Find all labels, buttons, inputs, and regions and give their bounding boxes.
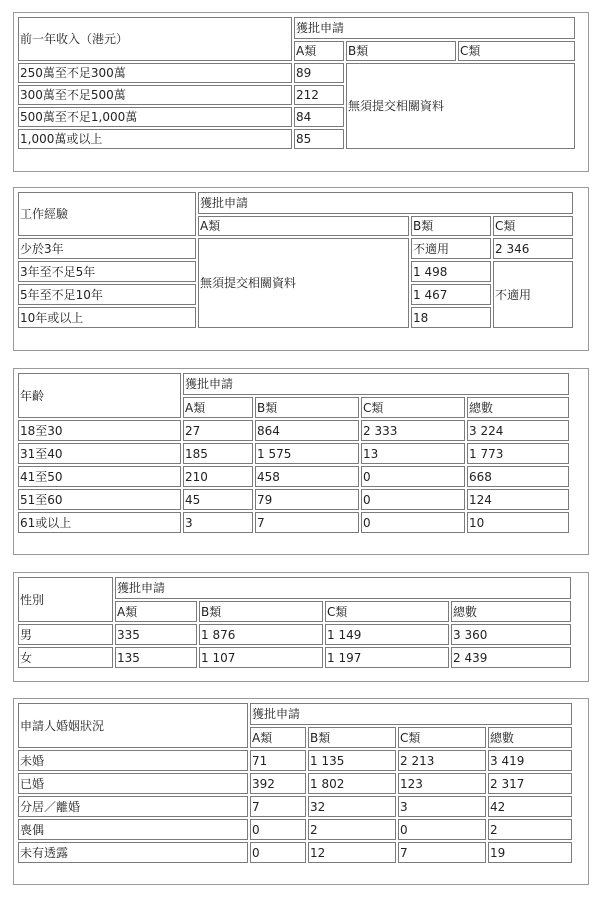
income-col-c: C類: [458, 41, 575, 61]
age-row-label: 51至60: [18, 489, 181, 510]
marital-row-label: 喪偶: [18, 819, 248, 840]
income-table: [16, 15, 577, 151]
marital-cell: 1 135: [308, 750, 396, 771]
marital-cell: 0: [398, 819, 486, 840]
experience-row-b: 1 498: [411, 261, 491, 282]
age-cell: 1 773: [467, 443, 569, 464]
income-row-a: 89: [294, 63, 344, 83]
experience-note: 無須提交相關資料: [198, 238, 409, 328]
age-cell: 124: [467, 489, 569, 510]
age-cell: 458: [255, 466, 359, 487]
marital-cell: 71: [250, 750, 306, 771]
marital-col-total: 總數: [488, 727, 572, 748]
gender-cell: 1 197: [325, 647, 449, 668]
marital-table-panel: [13, 698, 589, 885]
income-col-a: A類: [294, 41, 344, 61]
age-cell: 10: [467, 512, 569, 533]
marital-row-label: 未有透露: [18, 842, 248, 863]
gender-row-label: 男: [18, 624, 113, 645]
table-row: [18, 842, 572, 863]
experience-table: [16, 190, 575, 330]
age-col-a: A類: [183, 397, 253, 418]
experience-row-label: 5年至不足10年: [18, 284, 196, 305]
age-col-total: 總數: [467, 397, 569, 418]
gender-col-total: 總數: [451, 601, 571, 622]
age-row-label: 61或以上: [18, 512, 181, 533]
age-cell: 864: [255, 420, 359, 441]
experience-row-label: 3年至不足5年: [18, 261, 196, 282]
age-cell: 3 224: [467, 420, 569, 441]
marital-cell: 19: [488, 842, 572, 863]
experience-c-not-applicable: 不適用: [493, 261, 573, 328]
age-cell: 0: [361, 466, 465, 487]
income-col-b: B類: [346, 41, 456, 61]
gender-col-a: A類: [115, 601, 197, 622]
marital-cell: 2 213: [398, 750, 486, 771]
gender-approved-header: 獲批申請: [115, 577, 571, 599]
income-approved-header: 獲批申請: [294, 17, 575, 39]
marital-cell: 1 802: [308, 773, 396, 794]
age-table: [16, 371, 571, 535]
age-cell: 0: [361, 512, 465, 533]
experience-row-label: 少於3年: [18, 238, 196, 259]
marital-cell: 2 317: [488, 773, 572, 794]
experience-row-label: 10年或以上: [18, 307, 196, 328]
age-row-label: 41至50: [18, 466, 181, 487]
age-cell: 1 575: [255, 443, 359, 464]
table-row: [18, 750, 572, 771]
income-row-a: 84: [294, 107, 344, 127]
table-row: [18, 420, 569, 441]
marital-header: 申請人婚姻狀況: [18, 703, 248, 748]
experience-col-a: A類: [198, 216, 409, 236]
marital-cell: 0: [250, 842, 306, 863]
income-row-label: 500萬至不足1,000萬: [18, 107, 292, 127]
marital-cell: 392: [250, 773, 306, 794]
marital-col-b: B類: [308, 727, 396, 748]
marital-approved-header: 獲批申請: [250, 703, 572, 725]
gender-table-panel: [13, 572, 589, 682]
gender-col-b: B類: [199, 601, 323, 622]
gender-cell: 3 360: [451, 624, 571, 645]
age-cell: 13: [361, 443, 465, 464]
marital-cell: 42: [488, 796, 572, 817]
marital-cell: 32: [308, 796, 396, 817]
age-row-label: 31至40: [18, 443, 181, 464]
marital-row-label: 已婚: [18, 773, 248, 794]
age-approved-header: 獲批申請: [183, 373, 569, 395]
gender-cell: 135: [115, 647, 197, 668]
gender-cell: 335: [115, 624, 197, 645]
age-header: 年齡: [18, 373, 181, 418]
table-row: [18, 819, 572, 840]
experience-row-b: 不適用: [411, 238, 491, 259]
marital-row-label: 分居／離婚: [18, 796, 248, 817]
marital-row-label: 未婚: [18, 750, 248, 771]
experience-col-c: C類: [493, 216, 573, 236]
gender-cell: 1 149: [325, 624, 449, 645]
age-cell: 668: [467, 466, 569, 487]
age-cell: 79: [255, 489, 359, 510]
income-table-panel: [13, 12, 589, 172]
age-cell: 210: [183, 466, 253, 487]
marital-cell: 7: [398, 842, 486, 863]
age-row-label: 18至30: [18, 420, 181, 441]
age-table-panel: [13, 368, 589, 555]
gender-table: [16, 575, 573, 670]
table-row: [18, 443, 569, 464]
gender-header: 性別: [18, 577, 113, 622]
income-row-a: 85: [294, 129, 344, 149]
age-cell: 3: [183, 512, 253, 533]
income-row-label: 300萬至不足500萬: [18, 85, 292, 105]
age-cell: 45: [183, 489, 253, 510]
gender-cell: 2 439: [451, 647, 571, 668]
marital-cell: 12: [308, 842, 396, 863]
gender-row-label: 女: [18, 647, 113, 668]
gender-cell: 1 107: [199, 647, 323, 668]
table-row: [18, 466, 569, 487]
table-row: [18, 624, 571, 645]
marital-cell: 2: [308, 819, 396, 840]
age-col-b: B類: [255, 397, 359, 418]
table-row: [18, 773, 572, 794]
table-row: [18, 489, 569, 510]
age-cell: 185: [183, 443, 253, 464]
marital-cell: 3: [398, 796, 486, 817]
experience-row-c: 2 346: [493, 238, 573, 259]
marital-cell: 0: [250, 819, 306, 840]
table-row: [18, 796, 572, 817]
marital-col-c: C類: [398, 727, 486, 748]
gender-cell: 1 876: [199, 624, 323, 645]
experience-header: 工作經驗: [18, 192, 196, 236]
income-row-label: 250萬至不足300萬: [18, 63, 292, 83]
experience-col-b: B類: [411, 216, 491, 236]
income-note: 無須提交相關資料: [346, 63, 575, 149]
age-cell: 7: [255, 512, 359, 533]
income-row-label: 1,000萬或以上: [18, 129, 292, 149]
income-row-a: 212: [294, 85, 344, 105]
age-cell: 0: [361, 489, 465, 510]
marital-col-a: A類: [250, 727, 306, 748]
marital-cell: 7: [250, 796, 306, 817]
marital-cell: 2: [488, 819, 572, 840]
gender-col-c: C類: [325, 601, 449, 622]
experience-approved-header: 獲批申請: [198, 192, 573, 214]
age-col-c: C類: [361, 397, 465, 418]
table-row: [18, 512, 569, 533]
marital-table: [16, 701, 574, 865]
age-cell: 2 333: [361, 420, 465, 441]
experience-table-panel: [13, 187, 589, 351]
table-row: [18, 647, 571, 668]
experience-row-b: 18: [411, 307, 491, 328]
marital-cell: 123: [398, 773, 486, 794]
age-cell: 27: [183, 420, 253, 441]
income-header: 前一年收入（港元）: [18, 17, 292, 61]
marital-cell: 3 419: [488, 750, 572, 771]
experience-row-b: 1 467: [411, 284, 491, 305]
